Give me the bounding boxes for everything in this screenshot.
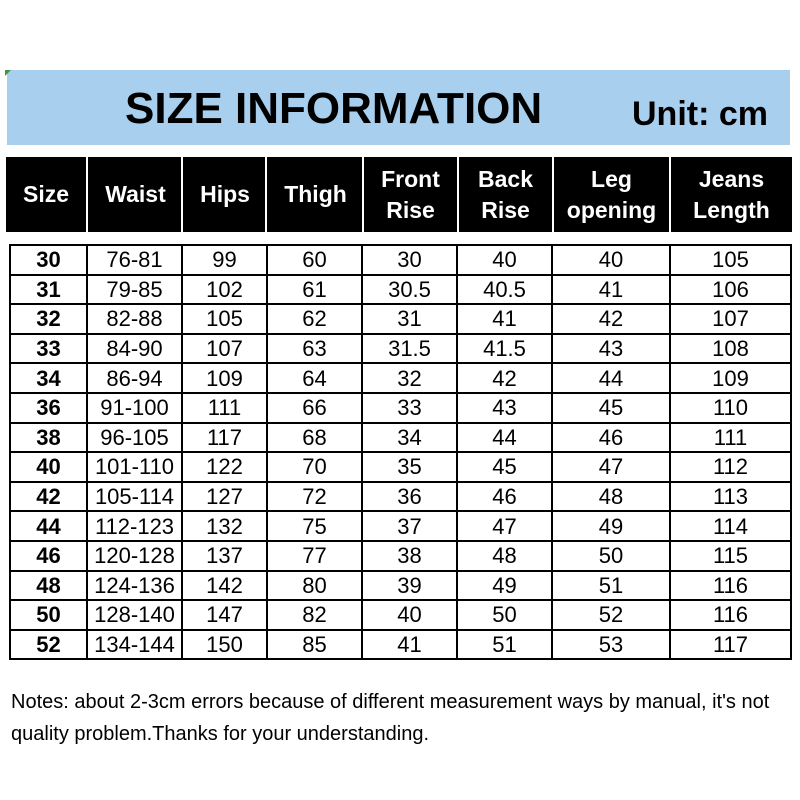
cell-jeans-length: 109 (670, 363, 791, 393)
cell-leg-opening: 48 (552, 482, 670, 512)
cell-back-rise: 47 (457, 511, 552, 541)
unit-label: Unit: cm (632, 95, 768, 133)
header-size: Size (22, 181, 70, 207)
cell-size: 31 (10, 275, 87, 305)
header-hips: Hips (181, 157, 267, 232)
cell-hips: 147 (182, 600, 267, 630)
cell-back-rise: 40 (457, 245, 552, 275)
cell-front-rise: 41 (362, 630, 457, 660)
cell-thigh: 72 (267, 482, 362, 512)
banner-title: SIZE INFORMATION (125, 84, 543, 133)
cell-jeans-length: 116 (670, 600, 791, 630)
cell-jeans-length: 114 (670, 511, 791, 541)
cell-jeans-length: 116 (670, 571, 791, 601)
cell-back-rise: 41 (457, 304, 552, 334)
cell-front-rise: 31 (362, 304, 457, 334)
table-row (10, 393, 791, 423)
cell-waist: 86-94 (87, 363, 182, 393)
cell-front-rise: 31.5 (362, 334, 457, 364)
cell-size: 34 (10, 363, 87, 393)
cell-hips: 111 (182, 393, 267, 423)
cell-front-rise: 34 (362, 423, 457, 453)
cell-leg-opening: 41 (552, 275, 670, 305)
cell-hips: 109 (182, 363, 267, 393)
cell-leg-opening: 43 (552, 334, 670, 364)
cell-hips: 105 (182, 304, 267, 334)
cell-jeans-length: 111 (670, 423, 791, 453)
cell-jeans-length: 106 (670, 275, 791, 305)
header-thigh: Thigh (265, 157, 364, 232)
cell-leg-opening: 50 (552, 541, 670, 571)
cell-size: 32 (10, 304, 87, 334)
cell-thigh: 77 (267, 541, 362, 571)
header-back-rise: Back Rise (457, 157, 552, 232)
cell-hips: 107 (182, 334, 267, 364)
cell-front-rise: 38 (362, 541, 457, 571)
cell-hips: 127 (182, 482, 267, 512)
cell-size: 44 (10, 511, 87, 541)
cell-size: 38 (10, 423, 87, 453)
cell-back-rise: 49 (457, 571, 552, 601)
cell-front-rise: 36 (362, 482, 457, 512)
cell-thigh: 75 (267, 511, 362, 541)
cell-size: 33 (10, 334, 87, 364)
header-front-rise: Front Rise (362, 157, 457, 232)
table-row (10, 482, 791, 512)
cell-jeans-length: 107 (670, 304, 791, 334)
cell-thigh: 68 (267, 423, 362, 453)
table-row (10, 541, 791, 571)
cell-back-rise: 46 (457, 482, 552, 512)
cell-waist: 84-90 (87, 334, 182, 364)
cell-front-rise: 30.5 (362, 275, 457, 305)
cell-size: 48 (10, 571, 87, 601)
cell-waist: 96-105 (87, 423, 182, 453)
cell-waist: 112-123 (87, 511, 182, 541)
cell-thigh: 85 (267, 630, 362, 660)
cell-thigh: 70 (267, 452, 362, 482)
table-row (10, 630, 791, 660)
cell-thigh: 61 (267, 275, 362, 305)
notes-text: Notes: about 2-3cm errors because of different measurement ways by manual, it's not quality problem.Thanks for your understanding. (11, 691, 770, 745)
cell-back-rise: 44 (457, 423, 552, 453)
table-row (10, 600, 791, 630)
cell-front-rise: 40 (362, 600, 457, 630)
cell-hips: 142 (182, 571, 267, 601)
table-row (10, 423, 791, 453)
table-row (10, 452, 791, 482)
cell-leg-opening: 46 (552, 423, 670, 453)
cell-hips: 122 (182, 452, 267, 482)
table-row (10, 245, 791, 275)
table-row (10, 571, 791, 601)
cell-leg-opening: 45 (552, 393, 670, 423)
cell-front-rise: 35 (362, 452, 457, 482)
cell-back-rise: 42 (457, 363, 552, 393)
cell-front-rise: 39 (362, 571, 457, 601)
cell-thigh: 60 (267, 245, 362, 275)
cell-size: 46 (10, 541, 87, 571)
cell-waist: 91-100 (87, 393, 182, 423)
cell-front-rise: 30 (362, 245, 457, 275)
cell-jeans-length: 113 (670, 482, 791, 512)
cell-thigh: 80 (267, 571, 362, 601)
cell-size: 36 (10, 393, 87, 423)
cell-jeans-length: 110 (670, 393, 791, 423)
cell-front-rise: 37 (362, 511, 457, 541)
cell-size: 50 (10, 600, 87, 630)
cell-waist: 134-144 (87, 630, 182, 660)
cell-hips: 132 (182, 511, 267, 541)
cell-thigh: 64 (267, 363, 362, 393)
cell-leg-opening: 49 (552, 511, 670, 541)
table-row (10, 275, 791, 305)
cell-waist: 128-140 (87, 600, 182, 630)
cell-thigh: 66 (267, 393, 362, 423)
cell-size: 42 (10, 482, 87, 512)
cell-waist: 82-88 (87, 304, 182, 334)
cell-size: 30 (10, 245, 87, 275)
cell-size: 40 (10, 452, 87, 482)
cell-leg-opening: 40 (552, 245, 670, 275)
cell-hips: 117 (182, 423, 267, 453)
cell-leg-opening: 51 (552, 571, 670, 601)
table-row (10, 334, 791, 364)
cell-back-rise: 51 (457, 630, 552, 660)
cell-thigh: 63 (267, 334, 362, 364)
cell-hips: 99 (182, 245, 267, 275)
cell-waist: 79-85 (87, 275, 182, 305)
cell-thigh: 82 (267, 600, 362, 630)
header-leg-opening: Leg opening (552, 157, 669, 232)
table-row (10, 511, 791, 541)
cell-hips: 150 (182, 630, 267, 660)
cell-back-rise: 48 (457, 541, 552, 571)
cell-back-rise: 43 (457, 393, 552, 423)
header-waist: Waist (86, 157, 183, 232)
cell-thigh: 62 (267, 304, 362, 334)
header-jeans-length: Jeans Length (669, 157, 792, 232)
corner-mark (5, 70, 11, 76)
cell-back-rise: 50 (457, 600, 552, 630)
cell-jeans-length: 108 (670, 334, 791, 364)
table-row (10, 304, 791, 334)
cell-leg-opening: 44 (552, 363, 670, 393)
cell-leg-opening: 42 (552, 304, 670, 334)
cell-waist: 120-128 (87, 541, 182, 571)
cell-jeans-length: 117 (670, 630, 791, 660)
cell-leg-opening: 53 (552, 630, 670, 660)
cell-waist: 105-114 (87, 482, 182, 512)
table-header (6, 157, 792, 232)
cell-size: 52 (10, 630, 87, 660)
cell-waist: 124-136 (87, 571, 182, 601)
table-row (10, 363, 791, 393)
cell-leg-opening: 52 (552, 600, 670, 630)
cell-front-rise: 32 (362, 363, 457, 393)
cell-jeans-length: 115 (670, 541, 791, 571)
cell-back-rise: 41.5 (457, 334, 552, 364)
cell-back-rise: 45 (457, 452, 552, 482)
cell-leg-opening: 47 (552, 452, 670, 482)
cell-back-rise: 40.5 (457, 275, 552, 305)
cell-jeans-length: 105 (670, 245, 791, 275)
cell-front-rise: 33 (362, 393, 457, 423)
cell-hips: 102 (182, 275, 267, 305)
cell-jeans-length: 112 (670, 452, 791, 482)
size-table (9, 244, 792, 660)
cell-hips: 137 (182, 541, 267, 571)
cell-waist: 101-110 (87, 452, 182, 482)
cell-waist: 76-81 (87, 245, 182, 275)
